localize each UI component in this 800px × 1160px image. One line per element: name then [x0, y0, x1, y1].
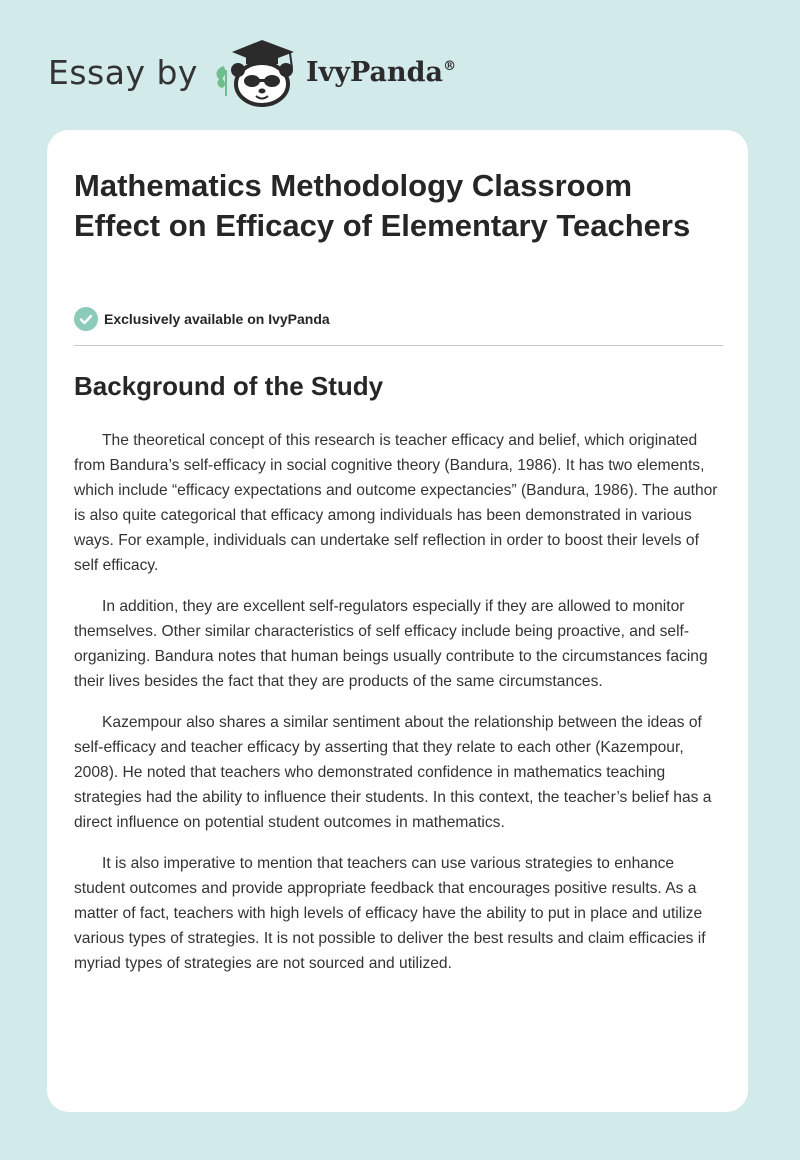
divider — [74, 345, 723, 346]
exclusive-badge — [74, 307, 330, 331]
check-circle-icon — [74, 307, 98, 331]
panda-graduation-cap-icon[interactable] — [212, 36, 304, 108]
registered-mark: ® — [443, 58, 457, 74]
page-title: Mathematics Methodology Classroom Effect on Efficacy of Elementary Teachers — [74, 168, 691, 243]
brand-name[interactable]: IvyPanda® — [305, 56, 457, 88]
site-header — [48, 36, 456, 108]
section-heading: Background of the Study — [74, 371, 384, 401]
essay-by-label: Essay by — [48, 52, 198, 92]
paragraph: It is also imperative to mention that teachers can use various strategies to enhance student outcomes and provide appropriate feedback that encourages positive results. As a matter of fact, teachers with high levels of efficacy have the ability to put in place and utilize various types of strategies. It is not possible to deliver the best results and claim efficacies if myriad types of strategies are not sourced and utilized. — [74, 855, 706, 972]
paragraph: Kazempour also shares a similar sentiment about the relationship between the ideas of self-efficacy and teacher efficacy by asserting that they relate to each other (Kazempour, 2008). He noted that teachers who demonstrated confidence in mathematics teaching strategies had the ability to influence their students. In this context, the teacher’s belief has a direct influence on potential student outcomes in mathematics. — [74, 714, 712, 831]
badge-label: Exclusively available on IvyPanda — [104, 311, 330, 327]
paragraph: The theoretical concept of this research is teacher efficacy and belief, which originated from Bandura’s self-efficacy in social cognitive theory (Bandura, 1986). It has two elements, which include “efficacy expectations and outcome expectancies” (Bandura, 1986). The author is also quite categorical that efficacy among individuals has been demonstrated in various ways. For example, individuals can undertake self reflection in order to boost their levels of self efficacy. — [74, 432, 718, 574]
paragraph: In addition, they are excellent self-regulators especially if they are allowed to monitor themselves. Other similar characteristics of self efficacy include being proactive, and self-organizing. Bandura notes that human beings usually contribute to the circumstances facing their lives besides the fact that they are products of the same circumstances. — [74, 598, 708, 690]
essay-card — [47, 130, 748, 1112]
essay-body — [74, 428, 724, 992]
